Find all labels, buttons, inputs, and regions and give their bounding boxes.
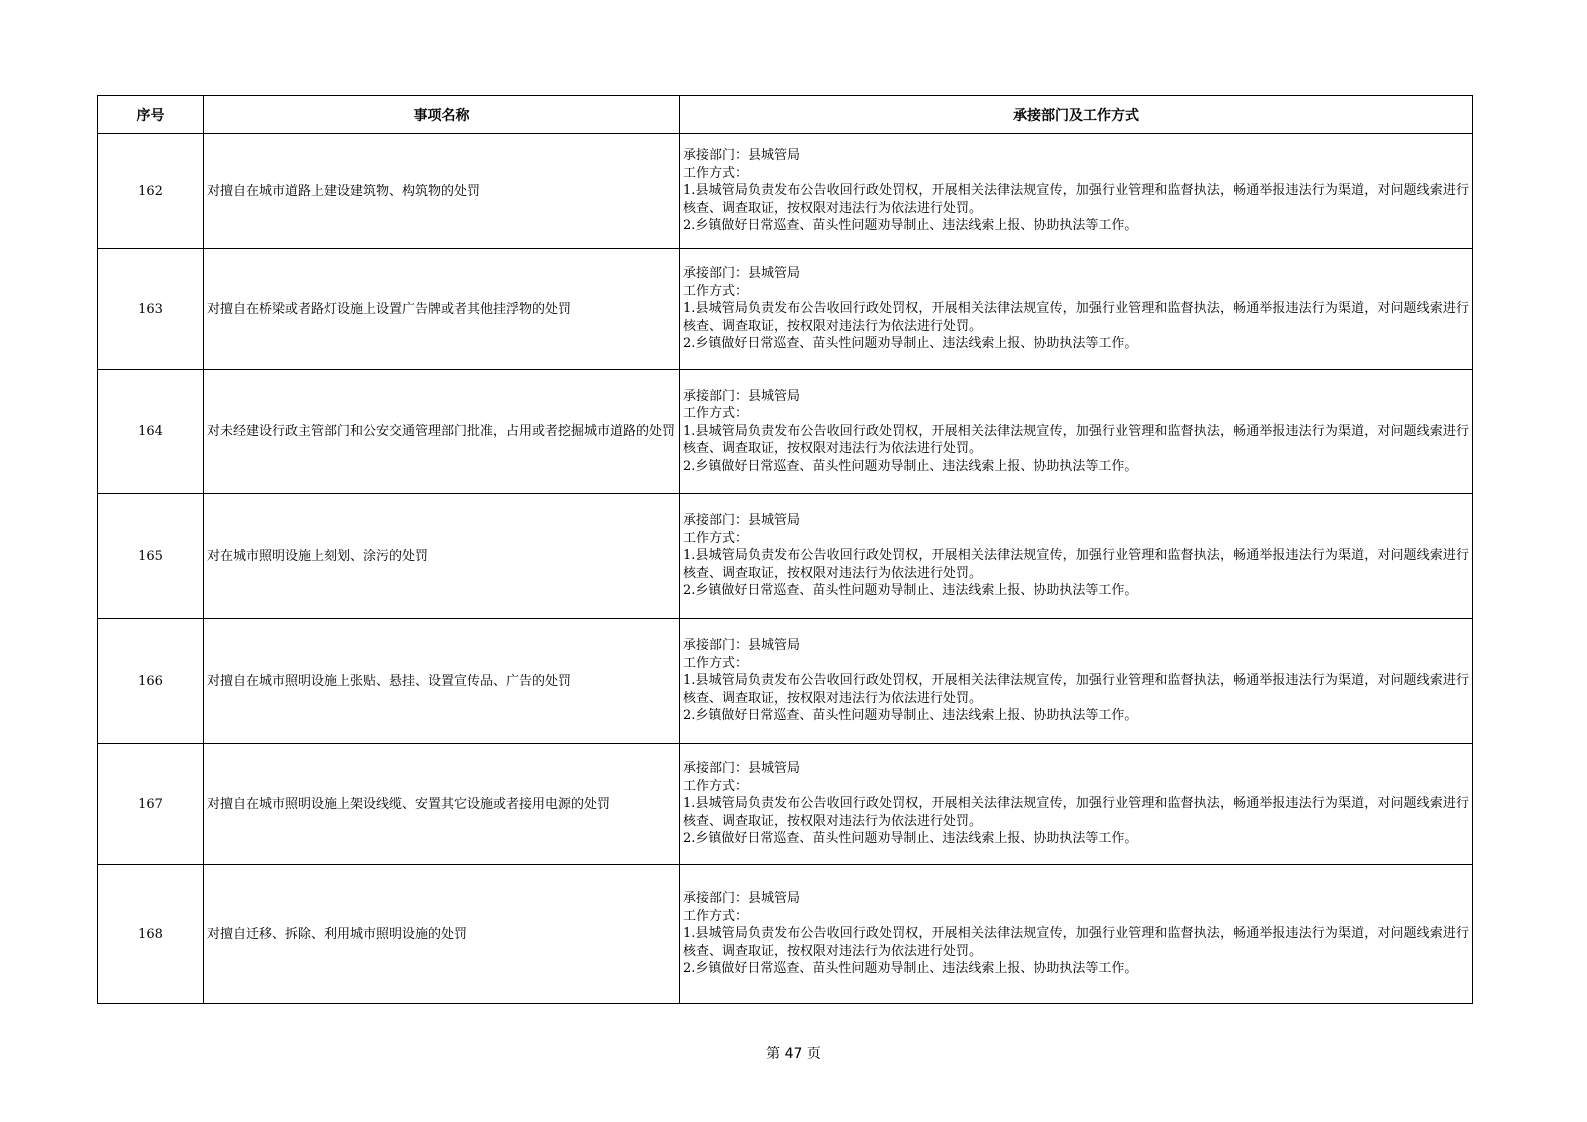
table-row bbox=[98, 494, 1473, 619]
serial-number: 163 bbox=[98, 249, 204, 370]
method-item-1: 1.县城管局负责发布公告收回行政处罚权，开展相关法律法规宣传，加强行业管理和监督执法，畅通举报违法行为渠道，对问题线索进行核查、调查取证，按权限对违法行为依法进行处罚。 bbox=[683, 926, 1469, 959]
method-label: 工作方式： bbox=[683, 655, 749, 671]
method-item-2: 2.乡镇做好日常巡查、苗头性问题劝导制止、违法线索上报、协助执法等工作。 bbox=[683, 961, 1138, 977]
serial-number: 168 bbox=[98, 865, 204, 1004]
table-row bbox=[98, 619, 1473, 744]
method-item-1: 1.县城管局负责发布公告收回行政处罚权，开展相关法律法规宣传，加强行业管理和监督执法，畅通举报违法行为渠道，对问题线索进行核查、调查取证，按权限对违法行为依法进行处罚。 bbox=[683, 183, 1469, 216]
method-label: 工作方式： bbox=[683, 778, 749, 794]
method-label: 工作方式： bbox=[683, 283, 749, 299]
department-method bbox=[680, 865, 1473, 1004]
table-row bbox=[98, 134, 1473, 249]
method-item-1: 1.县城管局负责发布公告收回行政处罚权，开展相关法律法规宣传，加强行业管理和监督执法，畅通举报违法行为渠道，对问题线索进行核查、调查取证，按权限对违法行为依法进行处罚。 bbox=[683, 301, 1469, 334]
method-label: 工作方式： bbox=[683, 406, 749, 422]
item-name: 对在城市照明设施上刻划、涂污的处罚 bbox=[204, 494, 680, 619]
dept-label: 承接部门：县城管局 bbox=[683, 513, 801, 529]
table-row bbox=[98, 865, 1473, 1004]
serial-number: 165 bbox=[98, 494, 204, 619]
table-row bbox=[98, 744, 1473, 865]
item-name: 对擅自在桥梁或者路灯设施上设置广告牌或者其他挂浮物的处罚 bbox=[204, 249, 680, 370]
method-item-2: 2.乡镇做好日常巡查、苗头性问题劝导制止、违法线索上报、协助执法等工作。 bbox=[683, 583, 1138, 599]
department-method bbox=[680, 249, 1473, 370]
serial-number: 167 bbox=[98, 744, 204, 865]
method-label: 工作方式： bbox=[683, 165, 749, 181]
method-item-2: 2.乡镇做好日常巡查、苗头性问题劝导制止、违法线索上报、协助执法等工作。 bbox=[683, 831, 1138, 847]
method-item-2: 2.乡镇做好日常巡查、苗头性问题劝导制止、违法线索上报、协助执法等工作。 bbox=[683, 708, 1138, 724]
header-item-name: 事项名称 bbox=[204, 96, 680, 134]
method-label: 工作方式： bbox=[683, 908, 749, 924]
item-name: 对擅自迁移、拆除、利用城市照明设施的处罚 bbox=[204, 865, 680, 1004]
dept-label: 承接部门：县城管局 bbox=[683, 148, 801, 164]
serial-number: 162 bbox=[98, 134, 204, 249]
serial-number: 166 bbox=[98, 619, 204, 744]
header-row bbox=[98, 96, 1473, 134]
dept-label: 承接部门：县城管局 bbox=[683, 388, 801, 404]
department-method bbox=[680, 619, 1473, 744]
table-row bbox=[98, 370, 1473, 494]
method-item-1: 1.县城管局负责发布公告收回行政处罚权，开展相关法律法规宣传，加强行业管理和监督执法，畅通举报违法行为渠道，对问题线索进行核查、调查取证，按权限对违法行为依法进行处罚。 bbox=[683, 423, 1469, 457]
method-label: 工作方式： bbox=[683, 530, 749, 546]
item-name: 对未经建设行政主管部门和公安交通管理部门批准，占用或者挖掘城市道路的处罚 bbox=[204, 370, 680, 494]
department-method bbox=[680, 494, 1473, 619]
method-item-2: 2.乡镇做好日常巡查、苗头性问题劝导制止、违法线索上报、协助执法等工作。 bbox=[683, 458, 1138, 474]
dept-label: 承接部门：县城管局 bbox=[683, 638, 801, 654]
dept-label: 承接部门：县城管局 bbox=[683, 266, 801, 282]
department-method bbox=[680, 134, 1473, 249]
method-item-1: 1.县城管局负责发布公告收回行政处罚权，开展相关法律法规宣传，加强行业管理和监督执法，畅通举报违法行为渠道，对问题线索进行核查、调查取证，按权限对违法行为依法进行处罚。 bbox=[683, 673, 1469, 706]
method-item-1: 1.县城管局负责发布公告收回行政处罚权，开展相关法律法规宣传，加强行业管理和监督执法，畅通举报违法行为渠道，对问题线索进行核查、调查取证，按权限对违法行为依法进行处罚。 bbox=[683, 548, 1469, 581]
header-department-method: 承接部门及工作方式 bbox=[680, 96, 1473, 134]
method-item-1: 1.县城管局负责发布公告收回行政处罚权，开展相关法律法规宣传，加强行业管理和监督执法，畅通举报违法行为渠道，对问题线索进行核查、调查取证，按权限对违法行为依法进行处罚。 bbox=[683, 796, 1469, 829]
item-name: 对擅自在城市照明设施上架设线缆、安置其它设施或者接用电源的处罚 bbox=[204, 744, 680, 865]
method-item-2: 2.乡镇做好日常巡查、苗头性问题劝导制止、违法线索上报、协助执法等工作。 bbox=[683, 336, 1138, 352]
item-name: 对擅自在城市照明设施上张贴、悬挂、设置宣传品、广告的处罚 bbox=[204, 619, 680, 744]
page-number: 第 47 页 bbox=[766, 1046, 821, 1062]
serial-number: 164 bbox=[98, 370, 204, 494]
header-serial-number: 序号 bbox=[98, 96, 204, 134]
dept-label: 承接部门：县城管局 bbox=[683, 761, 801, 777]
department-method bbox=[680, 744, 1473, 865]
items-table bbox=[97, 95, 1473, 1004]
dept-label: 承接部门：县城管局 bbox=[683, 891, 801, 907]
table-row bbox=[98, 249, 1473, 370]
department-method bbox=[680, 370, 1473, 494]
method-item-2: 2.乡镇做好日常巡查、苗头性问题劝导制止、违法线索上报、协助执法等工作。 bbox=[683, 218, 1138, 234]
item-name: 对擅自在城市道路上建设建筑物、构筑物的处罚 bbox=[204, 134, 680, 249]
